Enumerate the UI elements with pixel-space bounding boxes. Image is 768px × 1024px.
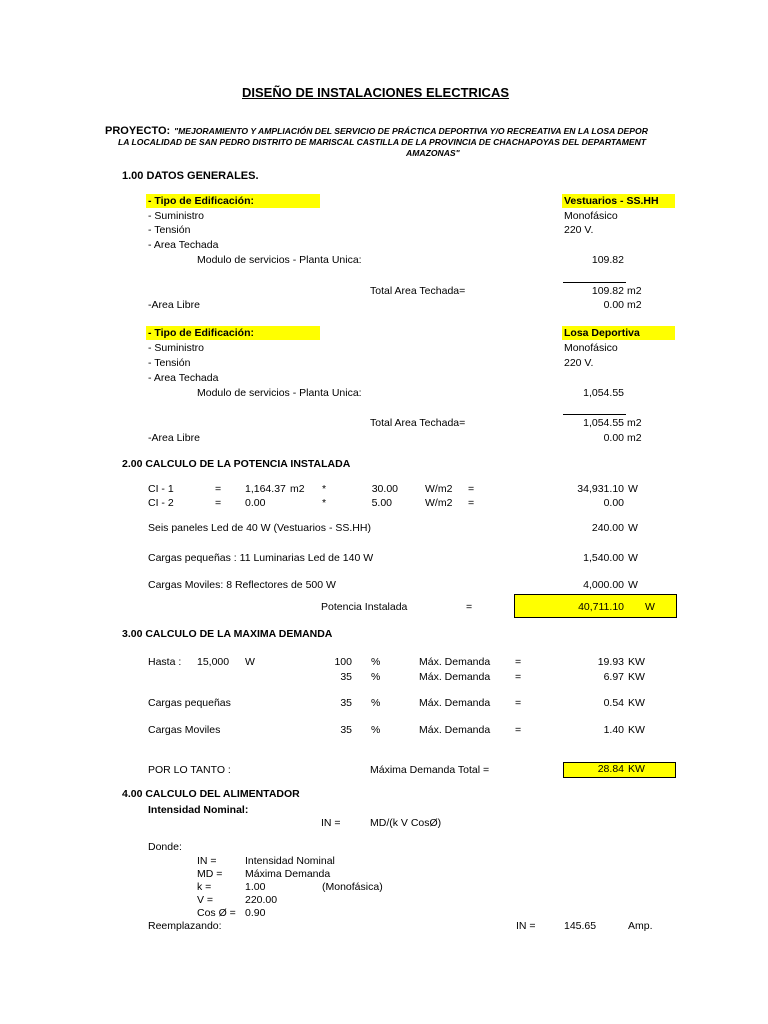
reemplazando-label: Reemplazando: <box>148 920 222 932</box>
md-row3-eq: = <box>515 697 522 709</box>
def-desc: 1.00 <box>245 881 266 893</box>
potencia-value: 40,711.10 <box>578 601 624 613</box>
area-libre-unit-1: m2 <box>627 299 642 311</box>
por-lo-tanto-label: POR LO TANTO : <box>148 764 231 776</box>
cl2-factor: 5.00 <box>371 497 392 509</box>
hasta-value: 15,000 <box>197 656 230 668</box>
suministro-label-1: - Suministro <box>148 210 205 222</box>
paneles-value: 240.00 <box>591 522 624 534</box>
md-row1-label: Máx. Demanda <box>419 656 491 668</box>
cl2-factor-unit: W/m2 <box>425 497 453 509</box>
suministro-value-1: Monofásico <box>564 210 618 222</box>
modulo-value-2: 1,054.55 <box>583 387 624 399</box>
page-title: DISEÑO DE INSTALACIONES ELECTRICAS <box>242 85 510 100</box>
md-row3-unit: KW <box>628 697 645 709</box>
section-2-heading: 2.00 CALCULO DE LA POTENCIA INSTALADA <box>122 458 351 470</box>
pequenas-label: Cargas pequeñas : 11 Luminarias Led de 140 W <box>148 552 374 564</box>
md-row2-unit: KW <box>628 671 645 683</box>
total-area-label-2: Total Area Techada= <box>370 417 466 429</box>
total-area-label-1: Total Area Techada= <box>370 285 466 297</box>
md-row3-pct-sym: % <box>371 697 381 709</box>
def-desc: Máxima Demanda <box>245 868 331 880</box>
md-row2-pct-sym: % <box>371 671 381 683</box>
md-row2-pct: 35 <box>340 671 352 683</box>
section-1-heading: 1.00 DATOS GENERALES. <box>122 170 259 182</box>
in-result-value: 145.65 <box>564 920 597 932</box>
modulo-value-1: 109.82 <box>591 254 624 266</box>
cl2-times: * <box>322 497 327 509</box>
def-sym: Cos Ø = <box>197 907 236 919</box>
cl1-times: * <box>322 483 327 495</box>
tension-value-1: 220 V. <box>564 224 594 236</box>
area-libre-label-2: -Area Libre <box>148 432 200 444</box>
pequenas-value: 1,540.00 <box>583 552 624 564</box>
md-row4-label: Máx. Demanda <box>419 724 491 736</box>
def-desc: 220.00 <box>245 894 278 906</box>
tipo-value-1: Vestuarios - SS.HH <box>564 195 659 207</box>
md-row1-pct-sym: % <box>371 656 381 668</box>
suministro-label-2: - Suministro <box>148 342 205 354</box>
potencia-unit: W <box>645 601 655 613</box>
cl1-label: CI - 1 <box>148 483 174 495</box>
md-row1-unit: KW <box>628 656 645 668</box>
cl2-eq: = <box>215 497 222 509</box>
def-sym: IN = <box>197 855 217 867</box>
cl2-area: 0.00 <box>245 497 266 509</box>
modulo-label-2: Modulo de servicios - Planta Unica: <box>197 387 362 399</box>
area-libre-label-1: -Area Libre <box>148 299 200 311</box>
area-techada-label-2: - Area Techada <box>148 372 219 384</box>
area-libre-value-1: 0.00 <box>603 299 624 311</box>
md-row2-label: Máx. Demanda <box>419 671 491 683</box>
sum-line-1 <box>563 282 626 283</box>
total-area-unit-2: m2 <box>627 417 642 429</box>
def-extra: (Monofásica) <box>322 881 383 893</box>
moviles-unit: W <box>628 579 638 591</box>
tipo-label-2: - Tipo de Edificación: <box>148 327 254 339</box>
cl2-label: CI - 2 <box>148 497 174 509</box>
potencia-eq: = <box>466 601 473 613</box>
paneles-unit: W <box>628 522 638 534</box>
md-row4-unit: KW <box>628 724 645 736</box>
md-row4-value: 1.40 <box>603 724 624 736</box>
cl1-area-unit: m2 <box>290 483 305 495</box>
cl1-eq: = <box>215 483 222 495</box>
pequenas-unit: W <box>628 552 638 564</box>
cl1-factor-unit: W/m2 <box>425 483 453 495</box>
md-total-value: 28.84 <box>597 763 624 775</box>
donde-label: Donde: <box>148 841 182 853</box>
md-row1-pct: 100 <box>334 656 352 668</box>
md-row2-eq: = <box>515 671 522 683</box>
section-4-heading: 4.00 CALCULO DEL ALIMENTADOR <box>122 788 300 800</box>
total-area-unit-1: m2 <box>627 285 642 297</box>
def-sym: V = <box>197 894 214 906</box>
md-total-label: Máxima Demanda Total = <box>370 764 490 776</box>
moviles-label: Cargas Moviles: 8 Reflectores de 500 W <box>148 579 336 591</box>
tipo-value-2: Losa Deportiva <box>564 327 640 339</box>
total-area-value-2: 1,054.55 <box>583 417 624 429</box>
md-row4-name: Cargas Moviles <box>148 724 221 736</box>
formula-rhs: MD/(k V CosØ) <box>370 817 442 829</box>
sum-line-2 <box>563 414 626 415</box>
area-libre-value-2: 0.00 <box>603 432 624 444</box>
tipo-label-1: - Tipo de Edificación: <box>148 195 254 207</box>
area-libre-unit-2: m2 <box>627 432 642 444</box>
md-row3-name: Cargas pequeñas <box>148 697 231 709</box>
md-row3-pct: 35 <box>340 697 352 709</box>
cl1-eq2: = <box>468 483 475 495</box>
potencia-label: Potencia Instalada <box>321 601 408 613</box>
def-desc: 0.90 <box>245 907 266 919</box>
proyecto-line-1: "MEJORAMIENTO Y AMPLIACIÓN DEL SERVICIO DE PRÁCTICA DEPORTIVA Y/O RECREATIVA EN LA LOSA DEPOR <box>174 126 648 136</box>
cl1-result-unit: W <box>628 483 638 495</box>
cl2-eq2: = <box>468 497 475 509</box>
tension-label-1: - Tensión <box>148 224 191 236</box>
tension-label-2: - Tensión <box>148 357 191 369</box>
md-row3-label: Máx. Demanda <box>419 697 491 709</box>
def-sym: k = <box>197 881 212 893</box>
hasta-unit: W <box>245 656 255 668</box>
formula-lhs: IN = <box>321 817 341 829</box>
md-row1-eq: = <box>515 656 522 668</box>
md-row4-eq: = <box>515 724 522 736</box>
cl1-factor: 30.00 <box>371 483 398 495</box>
cl1-result: 34,931.10 <box>577 483 624 495</box>
def-sym: MD = <box>197 868 223 880</box>
in-result-label: IN = <box>516 920 536 932</box>
proyecto-label: PROYECTO: <box>105 125 171 137</box>
proyecto-line-2: LA LOCALIDAD DE SAN PEDRO DISTRITO DE MARISCAL CASTILLA DE LA PROVINCIA DE CHACHAPOYAS DEL DEPARTAMENT <box>118 137 647 147</box>
in-result-unit: Amp. <box>628 920 653 932</box>
total-area-value-1: 109.82 <box>591 285 624 297</box>
paneles-label: Seis paneles Led de 40 W (Vestuarios - SS.HH) <box>148 522 371 534</box>
hasta-label: Hasta : <box>148 656 182 668</box>
intensidad-nominal-subheading: Intensidad Nominal: <box>148 804 249 816</box>
cl2-result: 0.00 <box>603 497 624 509</box>
section-3-heading: 3.00 CALCULO DE LA MAXIMA DEMANDA <box>122 628 333 640</box>
moviles-value: 4,000.00 <box>583 579 624 591</box>
md-row4-pct-sym: % <box>371 724 381 736</box>
md-row3-value: 0.54 <box>603 697 624 709</box>
suministro-value-2: Monofásico <box>564 342 618 354</box>
cl1-area: 1,164.37 <box>245 483 286 495</box>
md-row4-pct: 35 <box>340 724 352 736</box>
proyecto-line-3: AMAZONAS" <box>406 148 460 158</box>
tension-value-2: 220 V. <box>564 357 594 369</box>
modulo-label-1: Modulo de servicios - Planta Unica: <box>197 254 362 266</box>
def-desc: Intensidad Nominal <box>245 855 335 867</box>
md-row1-value: 19.93 <box>597 656 624 668</box>
area-techada-label-1: - Area Techada <box>148 239 219 251</box>
md-row2-value: 6.97 <box>603 671 624 683</box>
md-total-unit: KW <box>628 763 645 775</box>
